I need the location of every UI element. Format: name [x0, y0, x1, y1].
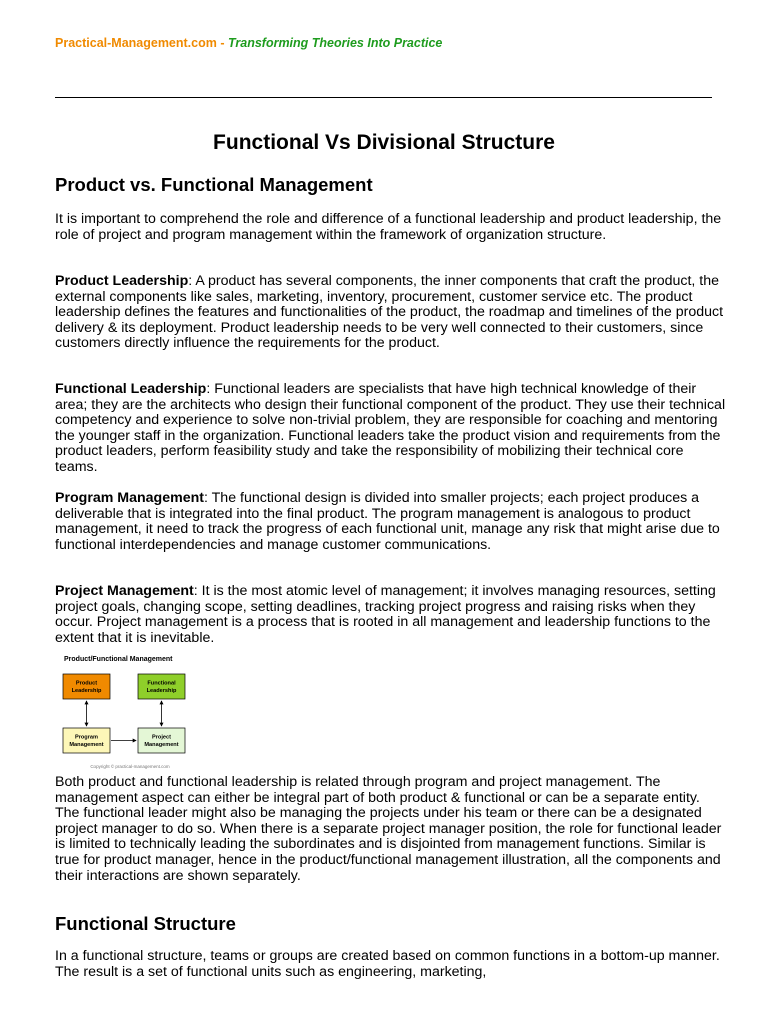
- site-header: [55, 36, 442, 50]
- diagram-copyright: Copyright © practical-management.com: [90, 764, 170, 769]
- program-management-box-shape: [63, 728, 110, 753]
- program-management-paragraph: [55, 491, 727, 553]
- product-leadership-label: Product Leadership: [55, 273, 189, 289]
- functional-leadership-text: : Functional leaders are specialists that have high technical knowledge of their area; they are the architects who design their functional component of the product. They use their technical competency and experience to solve non-trivial problem, they are responsible for coaching and mentoring the younger staff in the organization. Functional leaders take the product vision and requirements from the product leaders, perform feasibility study and take the responsibility of mobilizing their technical core teams.: [55, 381, 726, 475]
- project-management-paragraph: [55, 584, 727, 646]
- project-management-box-line1: Project: [152, 734, 171, 741]
- project-management-text: : It is the most atomic level of management; it involves managing resources, setting project goals, changing scope, setting deadlines, tracking project progress and raising risks when they occur. Project management is a process that is rooted in all management and leadership functions to the extent that it is inevitable.: [55, 583, 716, 646]
- diagram-title: Product/Functional Management: [64, 656, 173, 663]
- program-management-box-line2: Management: [69, 742, 104, 748]
- program-management-label: Program Management: [55, 490, 205, 506]
- program-management-box-line1: Program: [74, 734, 99, 741]
- product-leadership-box-line2: Leadership: [71, 688, 102, 694]
- project-management-box: [138, 728, 185, 753]
- functional-leadership-box-line2: Leadership: [146, 688, 177, 694]
- section-heading-product-vs-functional: Product vs. Functional Management: [55, 174, 373, 195]
- program-management-text: : The functional design is divided into smaller projects; each project produces a deliverable that is integrated into the final product. The program management is analogous to product management, it need to track the progress of each functional unit, manage any risk that might arise due to functional interdependencies and manage customer communications.: [55, 490, 720, 553]
- project-management-box-shape: [138, 728, 185, 753]
- functional-leadership-box: [138, 674, 185, 699]
- functional-leadership-label: Functional Leadership: [55, 381, 207, 397]
- product-leadership-box: [63, 674, 110, 699]
- header-divider: [55, 97, 712, 98]
- site-name-link[interactable]: Practical-Management.com: [55, 36, 217, 50]
- document-title: Functional Vs Divisional Structure: [213, 131, 555, 154]
- project-management-label: Project Management: [55, 583, 194, 599]
- product-leadership-text: : A product has several components, the inner components that craft the product, the external components like sales, marketing, inventory, procurement, customer service etc. The product leadership defines the features and functionalities of the product, the roadmap and timelines of the product delivery & its deployment. Product leadership needs to be very well connected to their customers, since customers directly influence the requirements for the product.: [55, 273, 724, 352]
- intro-paragraph: It is important to comprehend the role and difference of a functional leadership and product leadership, the role of project and program management within the framework of organization structure.: [55, 211, 722, 243]
- functional-structure-paragraph: In a functional structure, teams or groups are created based on common functions in a bottom-up manner. The result is a set of functional units such as engineering, marketing,: [55, 948, 720, 980]
- project-management-box-line2: Management: [144, 742, 179, 748]
- program-management-box: [63, 728, 110, 753]
- relationship-paragraph: Both product and functional leadership is related through program and project management. The management aspect can either be integral part of both product & functional or can be a separate entity. The functional leader might also be managing the projects under his team or there can be a designated project manager to do so. When there is a separate project manager position, the role for functional leader is limited to technically leading the subordinates and is disjointed from management functions. Similar is true for product manager, hence in the product/functional management illustration, all the components and their interactions are shown separately.: [55, 774, 722, 884]
- site-tagline: Transforming Theories Into Practice: [227, 36, 443, 50]
- header-separator: -: [216, 36, 228, 50]
- product-leadership-box-shape: [63, 674, 110, 699]
- functional-leadership-box-shape: [138, 674, 185, 699]
- section-heading-functional-structure: Functional Structure: [55, 913, 236, 934]
- functional-leadership-box-line1: Functional: [147, 680, 176, 687]
- functional-leadership-paragraph: [55, 382, 727, 476]
- product-leadership-paragraph: [55, 274, 727, 352]
- product-leadership-box-line1: Product: [75, 680, 98, 687]
- product-functional-diagram: [55, 650, 205, 775]
